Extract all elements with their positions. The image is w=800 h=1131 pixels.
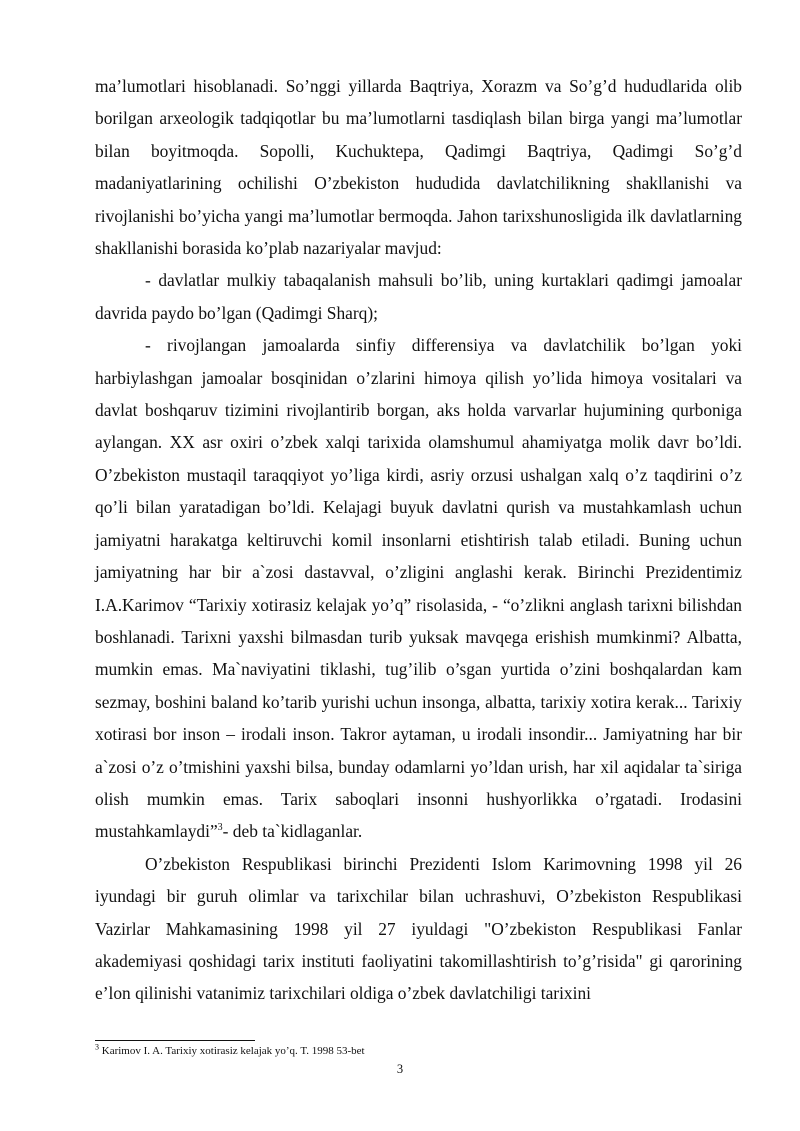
paragraph-2: - davlatlar mulkiy tabaqalanish mahsuli bo’lib, uning kurtaklari qadimgi jamoalar davrida paydo bo’lgan (Qadimgi Sharq); — [95, 270, 742, 323]
footnote-reference[interactable]: 3 — [217, 822, 223, 834]
paragraph-3 — [95, 329, 742, 848]
footnote-marker: 3 — [95, 1042, 99, 1052]
paragraph-3-tail: - deb ta`kidlaganlar. — [222, 821, 363, 842]
paragraph-4: O’zbekiston Respublikasi birinchi Prezidenti Islom Karimovning 1998 yil 26 iyundagi bir guruh olimlar va tarixchilar bilan uchrashuvi, O’zbekiston Respublikasi Vazirlar Mahkamasining 1998 yil 27 iyuldagi "O’zbekiston Respublikasi Fanlar akademiyasi qoshidagi tarix instituti faoliyatini takomillashtirish to’g’risida" gi qarorining e’lon qilinishi vatanimiz tarixchilari oldiga o’zbek davlatchiligi tarixini — [95, 853, 742, 1004]
paragraph-1: ma’lumotlari hisoblanadi. So’nggi yillarda Baqtriya, Xorazm va So’g’d hududlarida olib borilgan arxeologik tadqiqotlar bu ma’lumotlarni tasdiqlash bilan birga yangi ma’lumotlar bilan boyitmoqda. Sopolli, Kuchuktepa, Qadimgi Baqtriya, Qadimgi So’g’d madaniyatlarining ochilishi O’zbekiston hududida davlatchilikning shakllanishi va rivojlanishi bo’yicha yangi ma’lumotlar bermoqda. Jahon tarixshunosligida ilk davlatlarning shakllanishi borasida ko’plab nazariyalar mavjud: — [95, 76, 742, 259]
footnote-text: Karimov I. A. Tarixiy xotirasiz kelajak yo’q. T. 1998 53-bet — [101, 1045, 365, 1057]
footnote-divider — [95, 1040, 255, 1041]
body-text — [95, 70, 742, 1010]
paragraph-3-text: - rivojlangan jamoalarda sinfiy differensiya va davlatchilik bo’lgan yoki harbiylashgan jamoalar bosqinidan o’zlarini himoya qilish yo’lida himoya vositalari va davlat boshqaruv tizimini rivojlantirib borgan, aks holda varvarlar hujumining qurboniga aylangan. XX asr oxiri o’zbek xalqi tarixida olamshumul ahamiyatga molik davr bo’ldi. O’zbekiston mustaqil taraqqiyot yo’liga kirdi, asriy orzusi ushalgan xalq o’z taqdirini o’z qo’li bilan yaratadigan bo’ldi. Kelajagi buyuk davlatni qurish va mustahkamlash uchun jamiyatni harakatga keltiruvchi komil insonlarni etishtirish talab etiladi. Buning uchun jamiyatning har bir a`zosi dastavval, o’zligini anglashi kerak. Birinchi Prezidentimiz I.A.Karimov “Tarixiy xotirasiz kelajak yo’q” risolasida, - “o’zlikni anglash tarixni bilishdan boshlanadi. Tarixni yaxshi bilmasdan turib yuksak mavqega erishish mumkinmi? Albatta, mumkin emas. Ma`naviyatini tiklashi, tug’ilib o’sgan yurtida o’zini boshqalardan kam sezmay, boshini baland ko’tarib yurishi uchun insonga, albatta, tarixiy xotira kerak... Tarixiy xotirasi bor inson – irodali inson. Takror aytaman, u irodali insondir... Jamiyatning har bir a`zosi o’z o’tmishini yaxshi bilsa, bunday odamlarni yo’ldan urish, har xil aqidalar ta`siriga olish mumkin emas. Tarix saboqlari insonni hushyorlikka o’rgatadi. Irodasini mustahkamlaydi” — [95, 335, 742, 842]
footnote — [95, 1044, 365, 1058]
page-number: 3 — [396, 1062, 404, 1076]
